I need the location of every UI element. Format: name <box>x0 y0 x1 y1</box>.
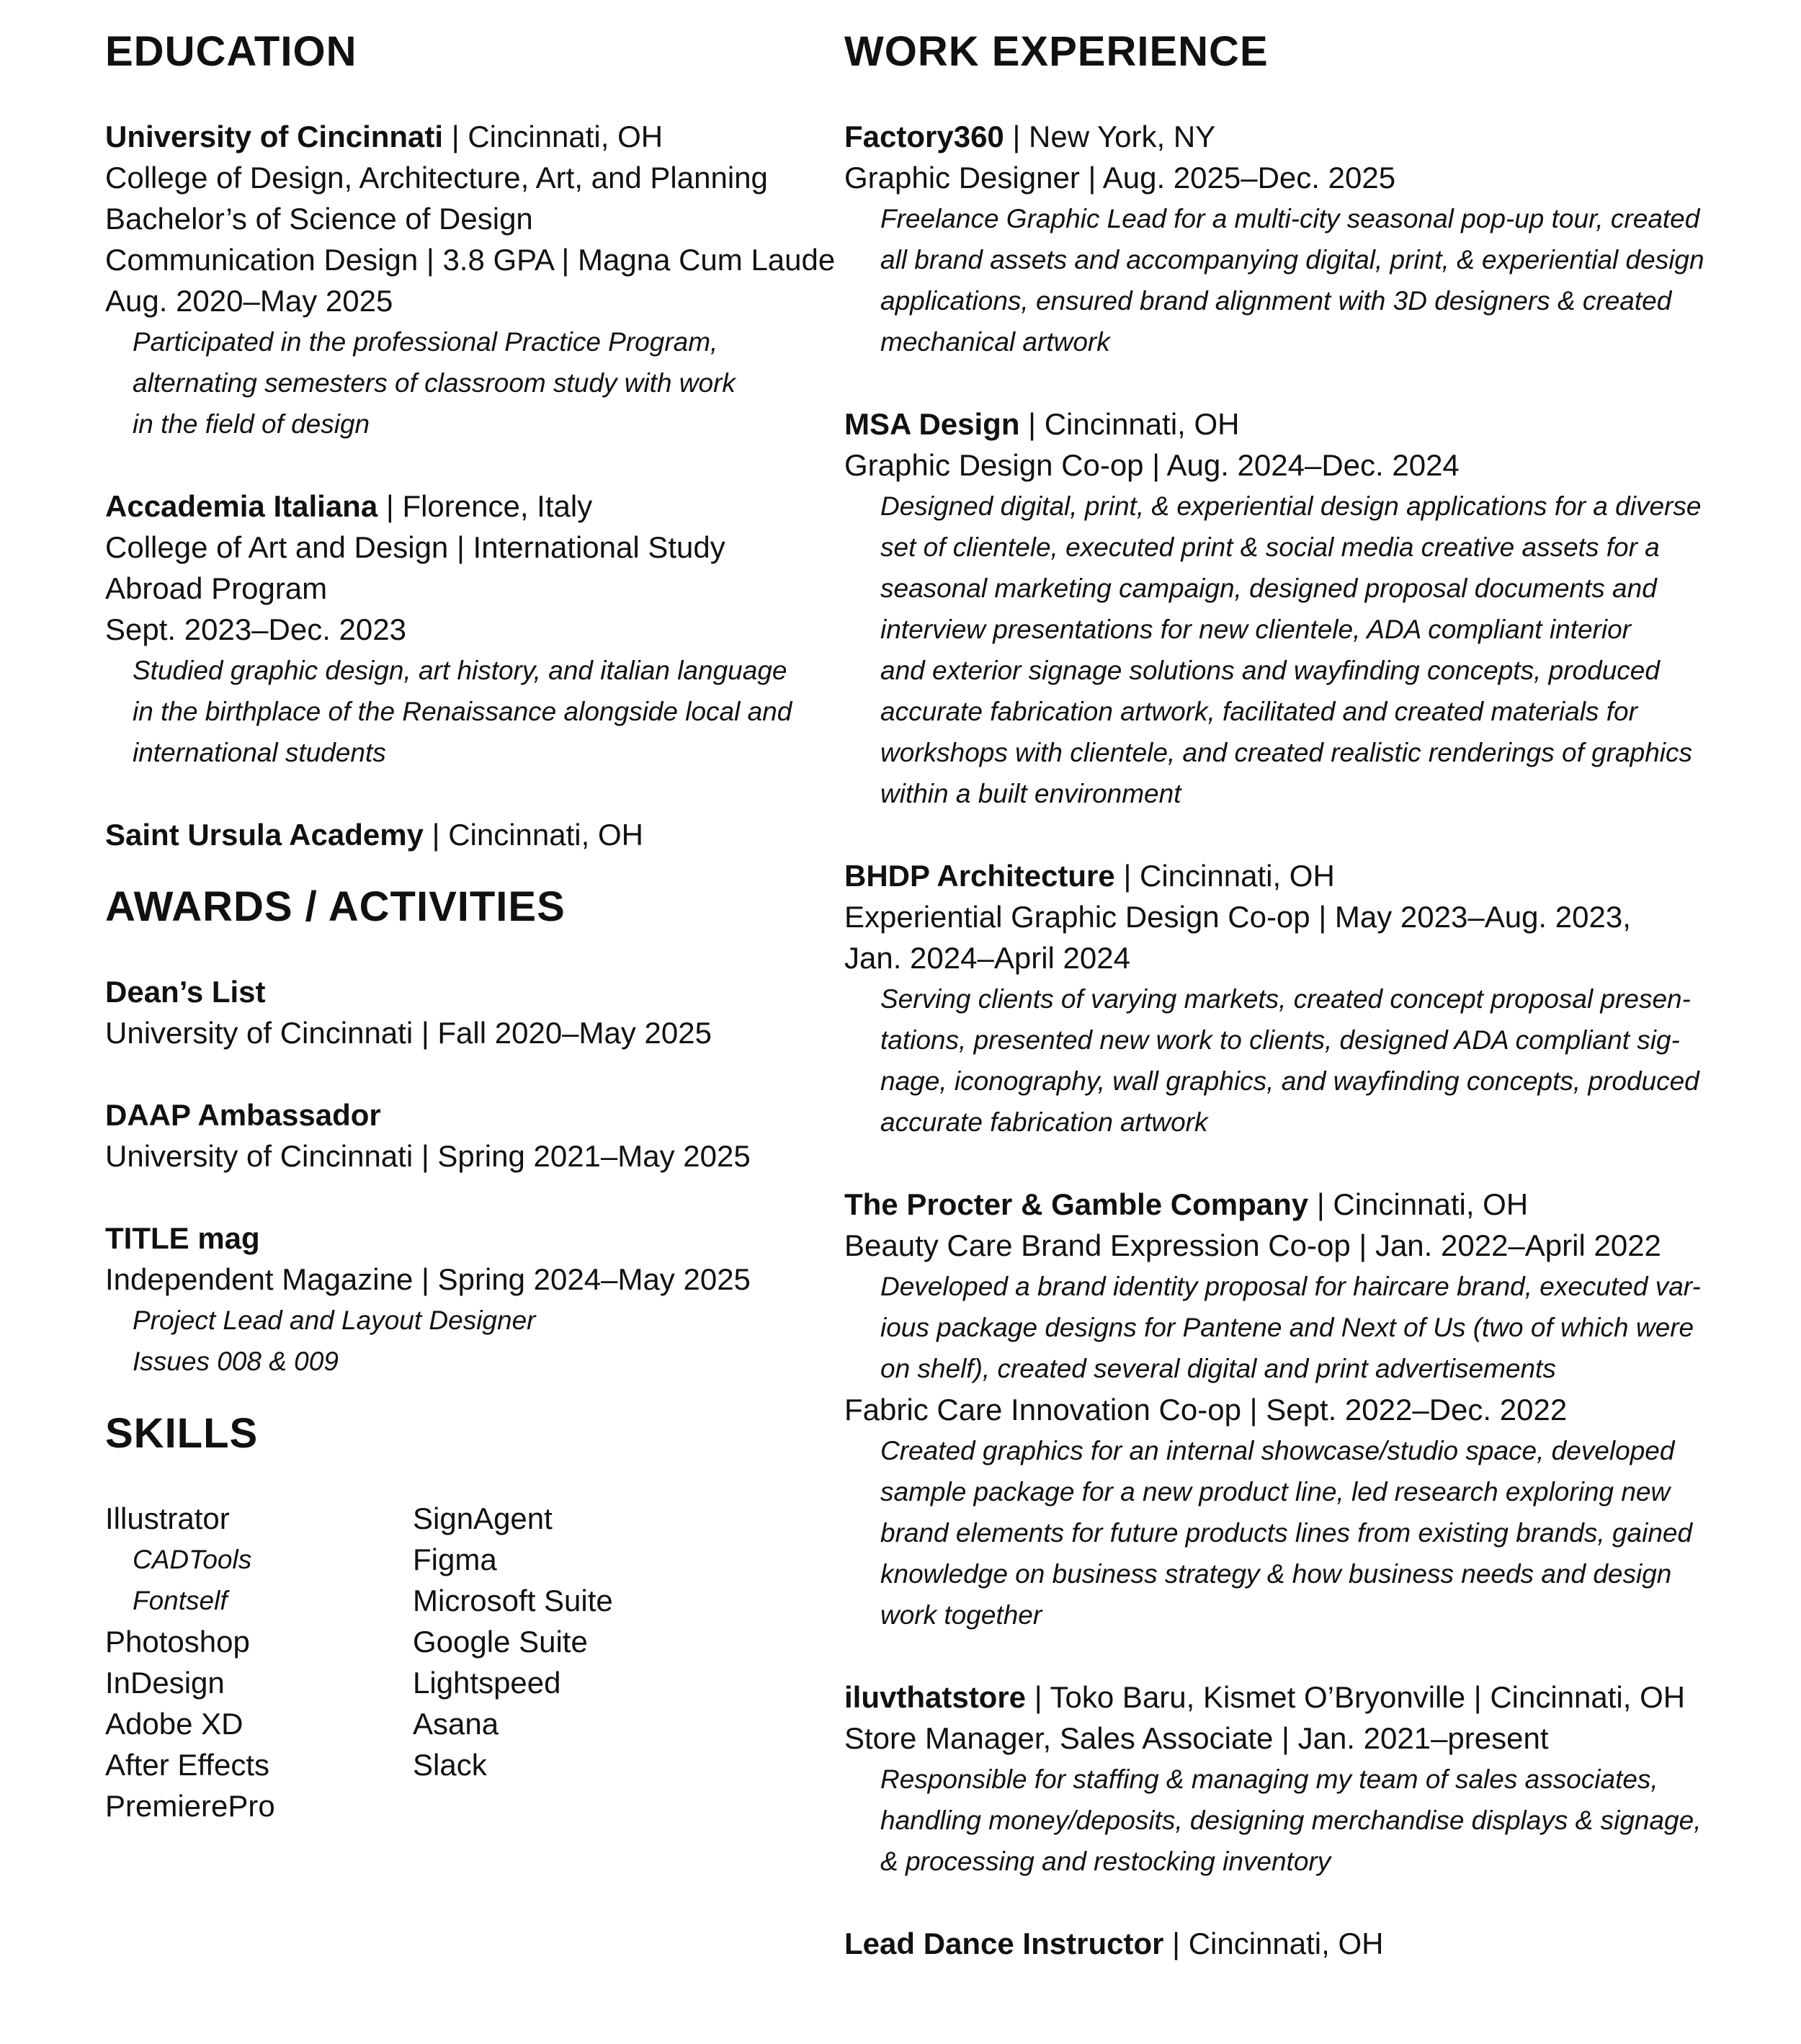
skill-item: Asana <box>413 1707 499 1741</box>
skill-subitem: CADTools <box>133 1545 252 1574</box>
work-note: Serving clients of varying markets, created concept proposal presen- <box>880 984 1691 1014</box>
education-line: Communication Design | 3.8 GPA | Magna Cum Laude <box>105 243 836 277</box>
work-role: Experiential Graphic Design Co-op | May 2023–Aug. 2023, <box>844 900 1631 934</box>
work-note: seasonal marketing campaign, designed proposal documents and <box>880 574 1657 603</box>
awards-heading: AWARDS / ACTIVITIES <box>105 883 566 930</box>
education-dates: Aug. 2020–May 2025 <box>105 284 393 318</box>
skill-item: Slack <box>413 1748 487 1782</box>
work-note: & processing and restocking inventory <box>880 1847 1331 1876</box>
skill-item: Photoshop <box>105 1625 250 1659</box>
work-note: and exterior signage solutions and wayfinding concepts, produced <box>880 656 1660 685</box>
award-line: University of Cincinnati | Spring 2021–May 2025 <box>105 1139 751 1173</box>
education-note: alternating semesters of classroom study with work <box>133 368 736 398</box>
award-title: DAAP Ambassador <box>105 1098 381 1132</box>
skill-item: InDesign <box>105 1666 225 1700</box>
work-note: all brand assets and accompanying digital, print, & experiential design <box>880 245 1704 275</box>
work-note: Freelance Graphic Lead for a multi-city seasonal pop-up tour, created <box>880 204 1700 233</box>
award-entry <box>105 1094 811 1177</box>
work-company: MSA Design | Cincinnati, OH <box>844 407 1240 441</box>
work-note: accurate fabrication artwork, facilitated and created materials for <box>880 697 1637 726</box>
work-role: Store Manager, Sales Associate | Jan. 2021–present <box>844 1721 1549 1755</box>
award-note: Project Lead and Layout Designer <box>133 1306 536 1335</box>
work-role: Graphic Designer | Aug. 2025–Dec. 2025 <box>844 161 1396 195</box>
skill-subitem: Fontself <box>133 1586 228 1615</box>
education-entry <box>105 814 811 855</box>
education-entry <box>105 116 836 445</box>
work-note: handling money/deposits, designing merchandise displays & signage, <box>880 1806 1702 1835</box>
work-entry <box>844 1677 1730 1882</box>
work-note: Developed a brand identity proposal for haircare brand, executed var- <box>880 1272 1701 1301</box>
education-note: international students <box>133 738 386 767</box>
work-note: workshops with clientele, and created realistic renderings of graphics <box>880 738 1693 767</box>
work-note: nage, iconography, wall graphics, and wayfinding concepts, produced <box>880 1066 1699 1096</box>
work-role: Jan. 2024–April 2024 <box>844 941 1130 975</box>
work-note: work together <box>880 1600 1042 1630</box>
award-title: Dean’s List <box>105 975 266 1009</box>
work-note: on shelf), created several digital and print advertisements <box>880 1354 1556 1383</box>
work-note: tations, presented new work to clients, designed ADA compliant sig- <box>880 1025 1680 1055</box>
work-role: Beauty Care Brand Expression Co-op | Jan. 2022–April 2022 <box>844 1228 1661 1262</box>
right-column <box>844 0 1730 1964</box>
left-column <box>105 0 836 1826</box>
skill-item: Figma <box>413 1543 497 1576</box>
skills-list <box>105 1498 811 1826</box>
work-company: BHDP Architecture | Cincinnati, OH <box>844 859 1335 893</box>
work-entry <box>844 403 1730 814</box>
work-note: within a built environment <box>880 779 1181 808</box>
skill-item: Google Suite <box>413 1625 588 1659</box>
education-line: College of Design, Architecture, Art, and Planning <box>105 161 768 195</box>
work-note: set of clientele, executed print & social media creative assets for a <box>880 532 1660 562</box>
education-note: in the birthplace of the Renaissance alongside local and <box>133 697 792 726</box>
work-note: interview presentations for new clientele, ADA compliant interior <box>880 615 1631 644</box>
work-entry <box>844 1184 1730 1635</box>
work-note: mechanical artwork <box>880 327 1110 357</box>
work-note: Designed digital, print, & experiential design applications for a diverse <box>880 491 1702 521</box>
work-note: sample package for a new product line, led research exploring new <box>880 1477 1671 1507</box>
education-note: in the field of design <box>133 409 370 439</box>
skill-item: SignAgent <box>413 1501 553 1535</box>
education-line: College of Art and Design | International Study <box>105 530 725 564</box>
work-note: Responsible for staffing & managing my team of sales associates, <box>880 1764 1658 1794</box>
skill-item: Illustrator <box>105 1501 230 1535</box>
education-entry <box>105 486 811 773</box>
skill-item: PremierePro <box>105 1789 275 1823</box>
education-note: Studied graphic design, art history, and italian language <box>133 656 787 685</box>
work-note: ious package designs for Pantene and Next of Us (two of which were <box>880 1313 1694 1342</box>
award-note: Issues 008 & 009 <box>133 1347 339 1376</box>
education-dates: Sept. 2023–Dec. 2023 <box>105 612 406 646</box>
award-line: Independent Magazine | Spring 2024–May 2025 <box>105 1262 751 1296</box>
work-note: brand elements for future products lines from existing brands, gained <box>880 1518 1693 1548</box>
work-entry <box>844 116 1730 362</box>
skill-item: After Effects <box>105 1748 269 1782</box>
work-heading: WORK EXPERIENCE <box>844 28 1269 75</box>
education-institution: University of Cincinnati | Cincinnati, OH <box>105 120 663 153</box>
work-note: Created graphics for an internal showcase/studio space, developed <box>880 1436 1675 1465</box>
education-line: Abroad Program <box>105 571 328 605</box>
education-heading: EDUCATION <box>105 28 357 75</box>
work-company: The Procter & Gamble Company | Cincinnati, OH <box>844 1187 1529 1221</box>
work-role: Graphic Design Co-op | Aug. 2024–Dec. 2024 <box>844 448 1460 482</box>
work-company: iluvthatstore | Toko Baru, Kismet O’Bryonville | Cincinnati, OH <box>844 1680 1686 1714</box>
work-note: applications, ensured brand alignment with 3D designers & created <box>880 286 1672 316</box>
award-entry <box>105 1218 811 1382</box>
work-entry <box>844 1923 1730 1964</box>
award-line: University of Cincinnati | Fall 2020–May 2025 <box>105 1016 712 1050</box>
work-note: knowledge on business strategy & how business needs and design <box>880 1559 1672 1589</box>
skill-item: Adobe XD <box>105 1707 243 1741</box>
skills-column <box>105 1498 413 1826</box>
work-role: Fabric Care Innovation Co-op | Sept. 2022–Dec. 2022 <box>844 1393 1568 1427</box>
education-institution: Accademia Italiana | Florence, Italy <box>105 489 593 523</box>
education-institution: Saint Ursula Academy | Cincinnati, OH <box>105 818 643 852</box>
skills-column <box>413 1498 613 1826</box>
work-note: accurate fabrication artwork <box>880 1107 1208 1137</box>
education-note: Participated in the professional Practice Program, <box>133 327 718 357</box>
skills-heading: SKILLS <box>105 1410 259 1457</box>
skill-item: Lightspeed <box>413 1666 561 1700</box>
education-line: Bachelor’s of Science of Design <box>105 202 533 236</box>
award-entry <box>105 971 811 1053</box>
work-company: Factory360 | New York, NY <box>844 120 1216 153</box>
award-title: TITLE mag <box>105 1221 260 1255</box>
skill-item: Microsoft Suite <box>413 1584 613 1617</box>
work-entry <box>844 855 1730 1143</box>
work-company: Lead Dance Instructor | Cincinnati, OH <box>844 1927 1384 1960</box>
